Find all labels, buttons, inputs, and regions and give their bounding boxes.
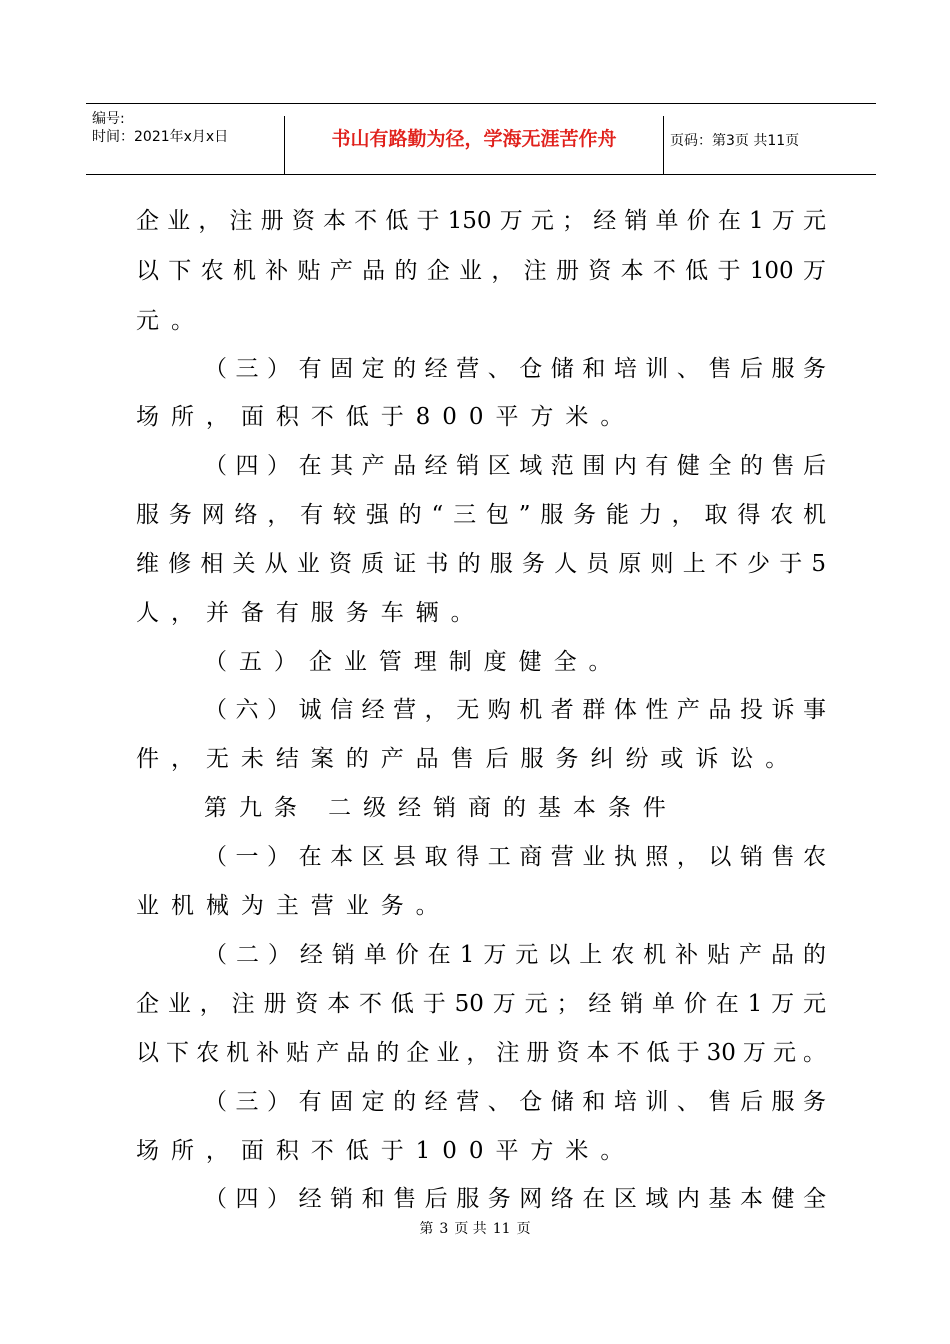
text-line: （六）诚信经营，无购机者群体性产品投诉事 [204, 697, 826, 723]
text-line: （一）在本区县取得工商营业执照，以销售农 [204, 844, 826, 870]
text-line: 件，无未结案的产品售后服务纠纷或诉讼。 [136, 746, 801, 772]
text-line: 服务网络，有较强的“三包”服务能力，取得农机 [136, 502, 826, 528]
text-line: （三）有固定的经营、仓储和培训、售后服务 [204, 1089, 826, 1115]
header-divider [663, 116, 664, 174]
header-motto: 书山有路勤为径，学海无涯苦作舟 [331, 128, 617, 150]
footer-mid: 页 共 [454, 1221, 487, 1237]
header-meta [92, 110, 228, 146]
text-line: （三）有固定的经营、仓储和培训、售后服务 [204, 356, 826, 382]
page-footer [0, 1220, 950, 1238]
text-line: （二）经销单价在1万元以上农机补贴产品的 [204, 942, 826, 968]
text-line: 企业，注册资本不低于150万元；经销单价在1万元 [136, 208, 826, 234]
footer-total-pages: 11 [492, 1221, 511, 1237]
text-line: （五）企业管理制度健全。 [204, 649, 624, 675]
text-line: 业机械为主营业务。 [136, 893, 451, 919]
text-line: 企业，注册资本不低于50万元；经销单价在1万元 [136, 991, 826, 1017]
text-line: （四）在其产品经销区域范围内有健全的售后 [204, 453, 826, 479]
text-line: 人，并备有服务车辆。 [136, 600, 486, 626]
text-line: 以下农机补贴产品的企业，注册资本不低于30万元。 [136, 1040, 826, 1066]
footer-current-page: 3 [439, 1221, 449, 1237]
footer-suffix: 页 [516, 1221, 531, 1237]
article-heading: 第九条 二级经销商的基本条件 [204, 795, 678, 821]
page-header [86, 103, 876, 175]
text-line: 以下农机补贴产品的企业，注册资本不低于100万 [136, 258, 826, 284]
text-line: 元。 [136, 308, 206, 334]
time-label: 时间：2021年x月x日 [92, 129, 229, 145]
number-label: 编号: [92, 111, 125, 127]
text-line: （四）经销和售后服务网络在区域内基本健全 [204, 1186, 826, 1212]
header-page-info: 页码：第3页 共11页 [670, 133, 800, 149]
text-line: 维修相关从业资质证书的服务人员原则上不少于5 [136, 551, 826, 577]
footer-prefix: 第 [419, 1221, 434, 1237]
text-line: 场所，面积不低于100平方米。 [136, 1138, 636, 1164]
text-line: 场所，面积不低于800平方米。 [136, 404, 636, 430]
